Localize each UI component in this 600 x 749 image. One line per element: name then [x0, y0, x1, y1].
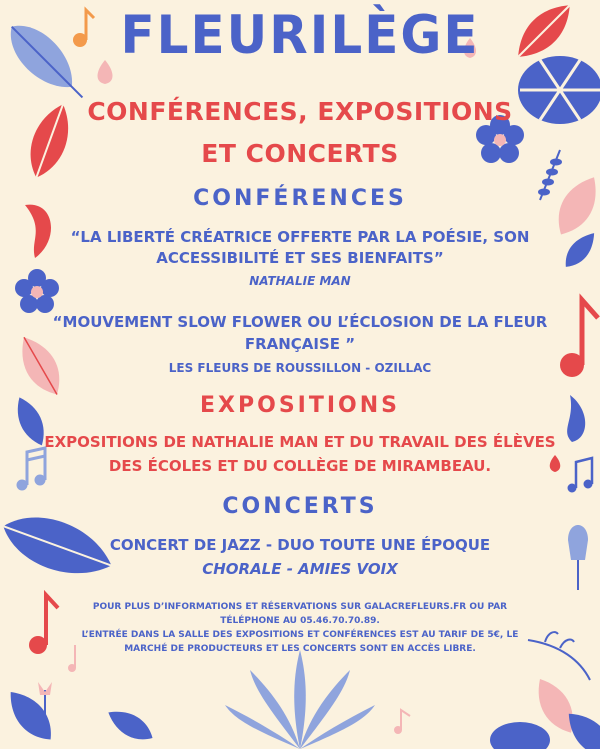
monstera-leaf-icon	[490, 722, 550, 749]
talk2-line-2: FRANÇAISE ”	[244, 335, 356, 353]
conferences-heading: CONFÉRENCES	[193, 186, 407, 211]
footer-line-3: L’ENTRÉE DANS LA SALLE DES EXPOSITIONS ET CONFÉRENCES EST AU TARIF DE 5€, LE	[81, 630, 519, 640]
subtitle-line-1: CONFÉRENCES, EXPOSITIONS	[87, 97, 513, 126]
subtitle-line-2: ET CONCERTS	[201, 139, 399, 168]
footer-line-2: TÉLÉPHONE AU 05.46.70.70.89.	[220, 616, 380, 626]
talk1-line-1: “LA LIBERTÉ CRÉATRICE OFFERTE PAR LA POÉSIE, SON	[70, 228, 530, 246]
footer-line-4: MARCHÉ DE PRODUCTEURS ET LES CONCERTS SONT EN ACCÈS LIBRE.	[124, 644, 476, 654]
speaker1: NATHALIE MAN	[249, 274, 351, 288]
concert-item-2: CHORALE - AMIES VOIX	[202, 560, 398, 578]
expositions-heading: EXPOSITIONS	[200, 393, 400, 418]
music-note-icon	[394, 710, 410, 734]
expositions-line-1: EXPOSITIONS DE NATHALIE MAN ET DU TRAVAIL DES ÉLÈVES	[44, 433, 556, 451]
talk1-line-2: ACCESSIBILITÉ ET SES BIENFAITS”	[156, 249, 444, 267]
page-title: FLEURILÈGE	[120, 4, 480, 66]
concert-item-1: CONCERT DE JAZZ - DUO TOUTE UNE ÉPOQUE	[109, 536, 491, 554]
expositions-line-2: DES ÉCOLES ET DU COLLÈGE DE MIRAMBEAU.	[108, 457, 492, 475]
concerts-heading: CONCERTS	[222, 494, 378, 519]
leaf-icon	[103, 703, 158, 747]
footer-line-1: POUR PLUS D’INFORMATIONS ET RÉSERVATIONS SUR GALACREFLEURS.FR OU PAR	[92, 602, 508, 612]
speaker2: LES FLEURS DE ROUSSILLON - OZILLAC	[168, 361, 432, 375]
plant-icon	[225, 650, 375, 749]
leaf-icon	[0, 683, 61, 748]
talk2-line-1: “MOUVEMENT SLOW FLOWER OU L’ÉCLOSION DE LA FLEUR	[52, 313, 548, 331]
